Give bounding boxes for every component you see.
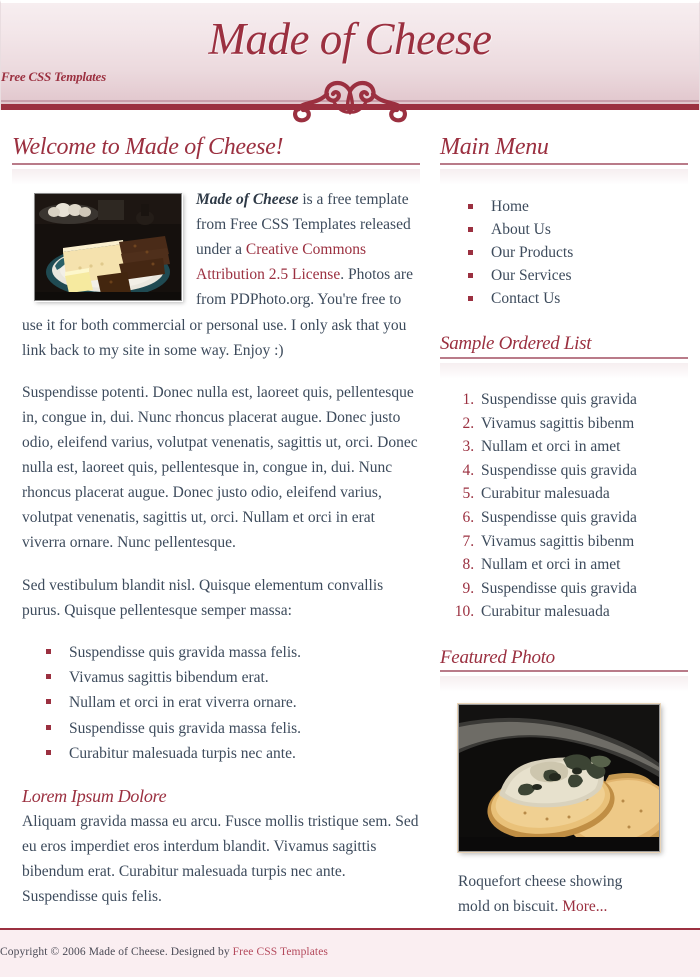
ordered-list-item	[478, 412, 688, 436]
ordered-list-item-label: Suspendisse quis gravida	[481, 579, 637, 597]
copyright-text: Copyright © 2006 Made of Cheese. Designed by	[0, 946, 233, 958]
paragraph-four: Aliquam gravida massa eu arcu. Fusce mollis tristique sem. Sed eu eros imperdiet eros interdum blandit. Vivamus sagittis bibendum erat. Curabitur malesuada turpis nec ante. Suspendisse quis felis.	[22, 813, 419, 906]
site-header	[0, 0, 700, 110]
menu-item[interactable]	[468, 241, 688, 264]
heading-fade	[12, 169, 420, 185]
menu-heading-fade	[440, 169, 688, 185]
ordered-list-item-label: Curabitur malesuada	[481, 603, 610, 621]
ordered-list-item-label: Suspendisse quis gravida	[481, 508, 637, 526]
ordered-list-item	[478, 530, 688, 554]
featured-more-link[interactable]: More...	[562, 898, 608, 916]
main-column	[12, 132, 436, 909]
sidebar-item-home[interactable]: Home	[491, 198, 529, 215]
roquefort-cracker-photo	[458, 704, 660, 852]
intro-part1: is a free template from Free CSS Templates released under a	[196, 191, 411, 259]
featured-heading-fade	[440, 676, 688, 692]
featured-photo-caption	[458, 870, 658, 920]
sidebar-item-contact-us[interactable]: Contact Us	[491, 290, 561, 308]
intro-lead-strong: Made of Cheese	[196, 191, 299, 208]
ordered-list-item	[478, 600, 688, 624]
main-menu-list	[440, 195, 688, 310]
license-link[interactable]: Creative Commons Attribution 2.5 License	[196, 241, 367, 284]
columns	[0, 110, 700, 920]
list-item: Nullam et orci in erat viverra ornare.	[46, 690, 420, 715]
ordered-list-heading: Sample Ordered List	[440, 332, 688, 359]
sidebar-item-our-services[interactable]: Our Services	[491, 267, 572, 285]
ordered-list-item	[478, 435, 688, 459]
featured-photo-heading: Featured Photo	[440, 646, 688, 673]
site-footer	[0, 928, 700, 977]
paragraph-three: Sed vestibulum blandit nisl. Quisque elementum convallis purus. Quisque pellentesque semper massa:	[22, 576, 384, 619]
page-title: Welcome to Made of Cheese!	[12, 132, 420, 165]
ordered-list-item-label: Curabitur malesuada	[481, 485, 610, 503]
intro-part2: . Photos are from PDPhoto.org. You're free to use it for both commercial or personal use. I only ask that you link back to my site in some way. Enjoy :)	[22, 266, 413, 359]
ordered-list-item-label: Vivamus sagittis bibenm	[481, 532, 635, 550]
ordered-list-item-label: Suspendisse quis gravida	[481, 391, 637, 409]
site-tagline: Free CSS Templates	[1, 68, 106, 84]
ordered-list-item-label: Vivamus sagittis bibenm	[481, 414, 635, 432]
menu-item[interactable]	[468, 195, 688, 218]
list-item: Vivamus sagittis bibendum erat.	[46, 665, 420, 690]
site-title: Made of Cheese	[208, 14, 492, 64]
featured-caption-text: Roquefort cheese showing mold on biscuit.	[458, 873, 623, 916]
list-item: Curabitur malesuada turpis nec ante.	[46, 741, 420, 766]
sidebar-item-about-us[interactable]: About Us	[491, 221, 551, 239]
list-item: Suspendisse quis gravida massa felis.	[46, 716, 420, 741]
list-item: Suspendisse quis gravida massa felis.	[46, 640, 420, 665]
bullet-list	[12, 640, 420, 766]
paragraph-two: Suspendisse potenti. Donec nulla est, laoreet quis, pellentesque in, congue in, dui. Nunc rhoncus placerat augue. Donec justo odio, eleifend varius, volutpat venenatis, sagittis ut, orci. Donec nulla est, laoreet quis, pellentesque in, congue in, dui. Nunc rhoncus placerat augue. Donec justo odio, eleifend varius, volutpat venenatis, sagittis ut, orci. Nullam et orci in erat viverra ornare. Nunc pellentesque.	[22, 383, 418, 552]
ordered-list-item	[478, 506, 688, 530]
ordered-list-item	[478, 459, 688, 483]
cheese-platter-photo	[34, 193, 182, 301]
menu-item[interactable]	[468, 264, 688, 287]
menu-item[interactable]	[468, 287, 688, 310]
ordered-heading-fade	[440, 363, 688, 379]
ordered-list-item	[478, 553, 688, 577]
sample-ordered-list	[440, 388, 688, 623]
ordered-list-item-label: Nullam et orci in amet	[481, 556, 621, 574]
main-menu-heading: Main Menu	[440, 132, 688, 165]
ordered-list-item-label: Suspendisse quis gravida	[481, 461, 637, 479]
ordered-list-item	[478, 482, 688, 506]
header-inner	[1, 3, 699, 87]
ordered-list-item	[478, 388, 688, 412]
menu-item[interactable]	[468, 218, 688, 241]
sidebar	[440, 132, 688, 920]
content-wrap	[0, 110, 700, 977]
subsection-title: Lorem Ipsum Dolore	[22, 786, 167, 806]
ordered-list-item	[478, 577, 688, 601]
ordered-list-item-label: Nullam et orci in amet	[481, 438, 621, 456]
header-rule-thin	[1, 100, 699, 102]
footer-copyright	[0, 930, 700, 960]
header-divider-rule	[1, 100, 699, 110]
designer-credit-link[interactable]: Free CSS Templates	[232, 946, 329, 958]
sidebar-item-our-products[interactable]: Our Products	[491, 244, 574, 262]
